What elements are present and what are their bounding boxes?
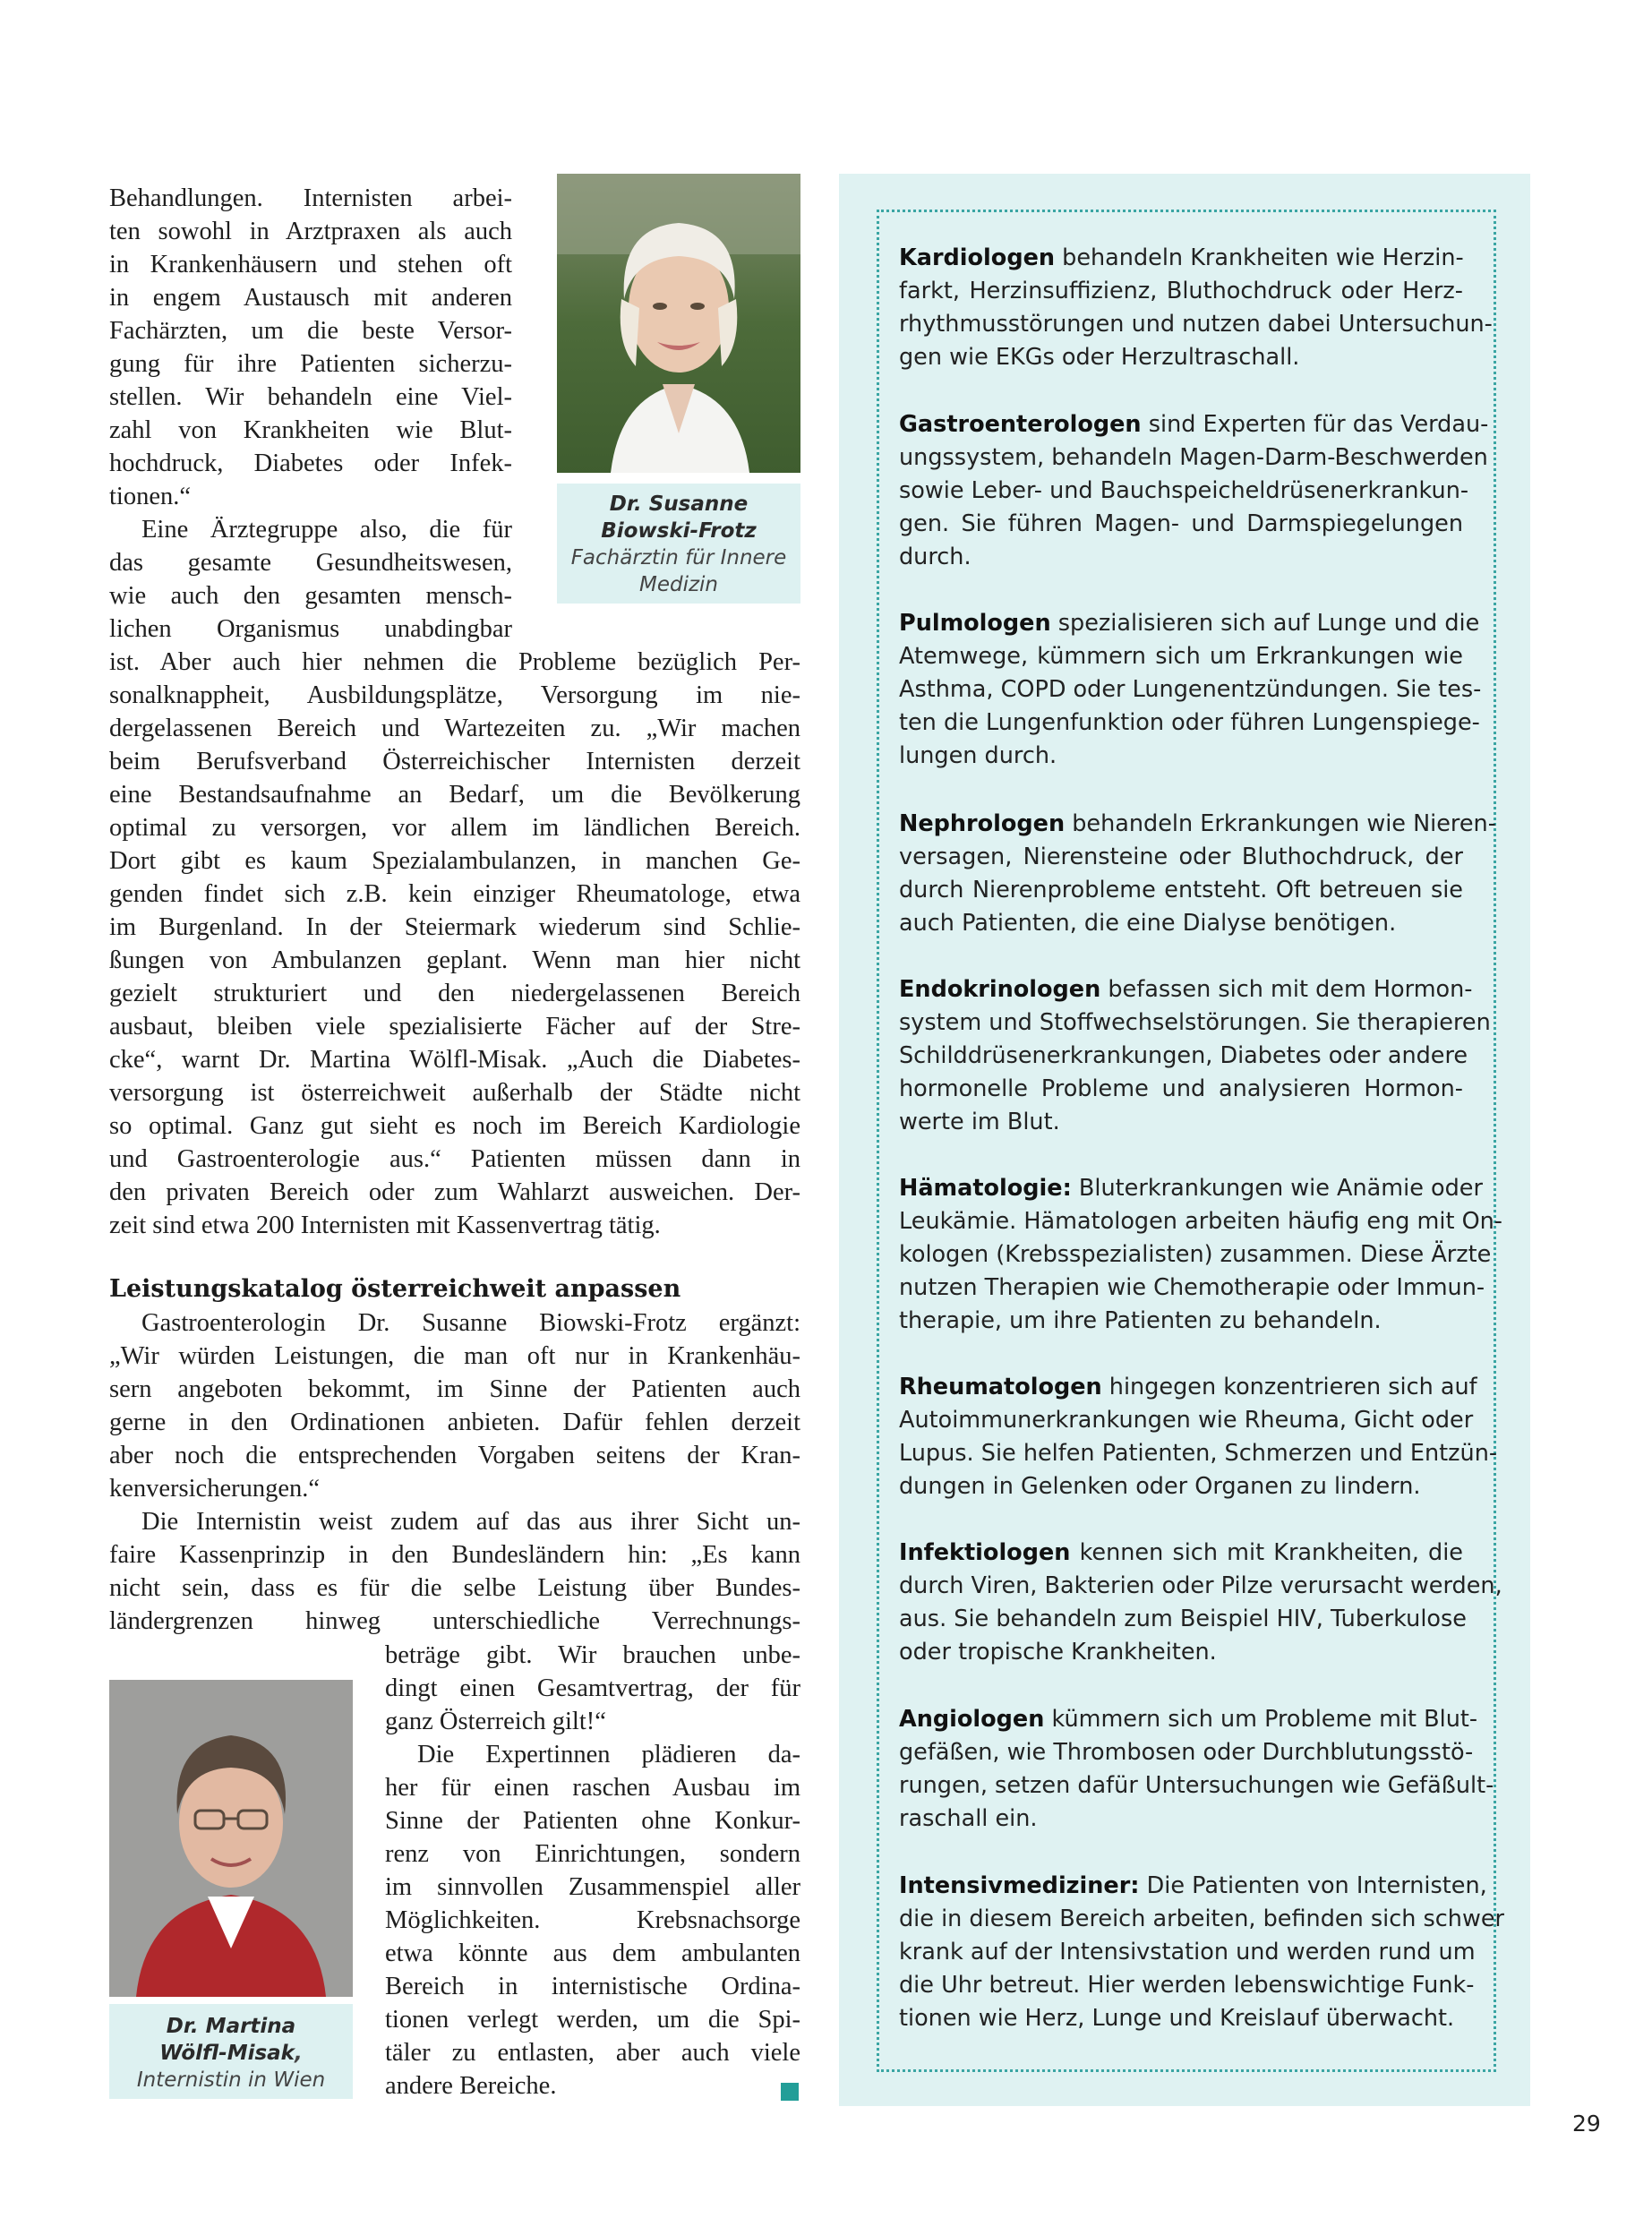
text-line: Gastroenterologin Dr. Susanne Biowski-Frotz ergänzt: <box>141 1309 800 1337</box>
text-line: sern angeboten bekommt, im Sinne der Patienten auch <box>109 1375 800 1403</box>
caption-role-line: Medizin <box>638 573 719 596</box>
entry-text: befassen sich mit dem Hormon- <box>1108 976 1473 1003</box>
entry-line: durch Viren, Bakterien oder Pilze verursacht werden, <box>899 1572 1502 1599</box>
entry-text: Bluterkrankungen wie Anämie oder <box>1078 1175 1483 1202</box>
entry-line: dungen in Gelenken oder Organen zu lindern. <box>899 1473 1421 1500</box>
text-line: gerne in den Ordinationen anbieten. Dafür fehlen derzeit <box>109 1409 800 1436</box>
entry-line <box>899 808 1496 841</box>
specialist-entry <box>899 808 1496 940</box>
entry-line <box>899 973 1473 1006</box>
entry-line: rhythmusstörungen und nutzen dabei Untersuchun- <box>899 311 1493 338</box>
text-line: nicht sein, dass es für die selbe Leistung über Bundes- <box>109 1574 800 1602</box>
text-line: zahl von Krankheiten wie Blut- <box>109 416 512 444</box>
text-line: hochdruck, Diabetes oder Infek- <box>109 450 512 477</box>
entry-text: hingegen konzentrieren sich auf <box>1108 1374 1477 1400</box>
text-line: täler zu entlasten, aber auch viele <box>385 2039 800 2067</box>
text-line: Möglichkeiten. Krebsnachsorge <box>385 1906 800 1934</box>
text-line: etwa könnte aus dem ambulanten <box>385 1940 800 1967</box>
entry-line: die Uhr betreut. Hier werden lebenswichtige Funk- <box>899 1972 1475 1999</box>
article-end-mark <box>781 2083 799 2101</box>
text-line: Behandlungen. Internisten arbei- <box>109 184 512 212</box>
page-number: 29 <box>1572 2111 1601 2137</box>
entry-text: spezialisieren sich auf Lunge und die <box>1057 610 1480 637</box>
text-line: tionen verlegt werden, um die Spi- <box>385 2006 800 2034</box>
entry-line: system und Stoffwechselstörungen. Sie therapieren <box>899 1009 1491 1036</box>
text-line: genden findet sich z.B. kein einziger Rheumatologe, etwa <box>109 880 800 908</box>
entry-line: durch. <box>899 544 972 570</box>
caption-name-line: Dr. Susanne <box>609 492 749 516</box>
entry-line <box>899 1870 1487 1903</box>
entry-text: kümmern sich um Probleme mit Blut- <box>1051 1706 1478 1733</box>
entry-line: aus. Sie behandeln zum Beispiel HIV, Tuberkulose <box>899 1606 1467 1632</box>
text-line: dingt einen Gesamtvertrag, der für <box>385 1674 800 1702</box>
entry-line <box>899 242 1463 275</box>
entry-text: behandeln Krankheiten wie Herzin- <box>1062 244 1464 271</box>
caption-woelfl-misak <box>109 2004 353 2099</box>
text-line: wie auch den gesamten mensch- <box>109 582 512 610</box>
entry-line: Asthma, COPD oder Lungenentzündungen. Sie tes- <box>899 676 1482 703</box>
caption-name-line: Dr. Martina <box>166 2015 296 2038</box>
caption-role-line: Internistin in Wien <box>136 2068 326 2092</box>
entry-line: Lupus. Sie helfen Patienten, Schmerzen und Entzün- <box>899 1440 1498 1467</box>
entry-line <box>899 408 1489 441</box>
specialist-entry <box>899 1371 1498 1503</box>
specialist-term: Infektiologen <box>899 1539 1071 1566</box>
specialist-term: Rheumatologen <box>899 1374 1102 1400</box>
entry-line: Schilddrüsenerkrankungen, Diabetes oder andere <box>899 1042 1468 1069</box>
entry-line <box>899 1537 1463 1570</box>
entry-line <box>899 607 1480 640</box>
entry-line: raschall ein. <box>899 1805 1038 1832</box>
text-line: kenversicherungen.“ <box>109 1475 321 1503</box>
text-line: ist. Aber auch hier nehmen die Probleme bezüglich Per- <box>109 648 800 676</box>
specialist-entry <box>899 607 1482 773</box>
entry-line <box>899 1172 1483 1205</box>
entry-line: sowie Leber- und Bauchspeicheldrüsenerkrankun- <box>899 477 1469 504</box>
specialist-entry <box>899 408 1489 574</box>
photo-biowski-frotz <box>557 174 800 473</box>
text-line: Bereich in internistische Ordina- <box>385 1973 800 2000</box>
specialist-term: Endokrinologen <box>899 976 1101 1003</box>
text-line: Die Expertinnen plädieren da- <box>417 1741 800 1768</box>
text-line: ausbaut, bleiben viele spezialisierte Fächer auf der Stre- <box>109 1013 800 1040</box>
specialist-entry <box>899 1870 1504 2035</box>
text-line: beim Berufsverband Österreichischer Internisten derzeit <box>109 748 800 775</box>
caption-name-suffix: , <box>294 2042 303 2065</box>
specialist-term: Nephrologen <box>899 810 1066 837</box>
entry-line: tionen wie Herz, Lunge und Kreislauf überwacht. <box>899 2005 1455 2032</box>
text-line: versorgung ist österreichweit außerhalb der Städte nicht <box>109 1079 800 1107</box>
text-line: sonalknappheit, Ausbildungsplätze, Versorgung im nie- <box>109 681 800 709</box>
text-line: das gesamte Gesundheitswesen, <box>109 549 512 577</box>
text-line: gung für ihre Patienten sicherzu- <box>109 350 512 378</box>
specialist-entry <box>899 973 1491 1139</box>
text-line: faire Kassenprinzip in den Bundesländern hin: „Es kann <box>109 1541 800 1569</box>
text-line: lichen Organismus unabdingbar <box>109 615 512 643</box>
entry-line: gen. Sie führen Magen- und Darmspiegelungen <box>899 510 1463 537</box>
text-line: Die Internistin weist zudem auf das aus ihrer Sicht un- <box>141 1508 800 1536</box>
entry-line: Atemwege, kümmern sich um Erkrankungen wie <box>899 643 1463 670</box>
text-line: ßungen von Ambulanzen geplant. Wenn man hier nicht <box>109 946 800 974</box>
specialist-entry <box>899 242 1493 374</box>
specialist-term: Intensivmediziner: <box>899 1872 1140 1899</box>
text-line: optimal zu versorgen, vor allem im ländlichen Bereich. <box>109 814 800 842</box>
entry-line: ungssystem, behandeln Magen-Darm-Beschwerden <box>899 444 1488 471</box>
entry-line: werte im Blut. <box>899 1109 1060 1135</box>
entry-line: krank auf der Intensivstation und werden rund um <box>899 1939 1476 1965</box>
entry-text: kennen sich mit Krankheiten, die <box>1079 1539 1463 1566</box>
entry-line: Leukämie. Hämatologen arbeiten häufig eng mit On- <box>899 1208 1503 1235</box>
text-line: renz von Einrichtungen, sondern <box>385 1840 800 1868</box>
text-line: cke“, warnt Dr. Martina Wölfl-Misak. „Auch die Diabetes- <box>109 1046 800 1074</box>
text-line: „Wir würden Leistungen, die man oft nur in Krankenhäu- <box>109 1342 800 1370</box>
entry-line: auch Patienten, die eine Dialyse benötigen. <box>899 910 1397 937</box>
specialist-term: Gastroenterologen <box>899 411 1142 438</box>
entry-line: hormonelle Probleme und analysieren Hormon- <box>899 1075 1463 1102</box>
text-line: andere Bereiche. <box>385 2072 557 2100</box>
entry-line: gefäßen, wie Thrombosen oder Durchblutungsstö- <box>899 1739 1474 1766</box>
specialist-entry <box>899 1537 1502 1669</box>
caption-biowski-frotz <box>557 484 800 604</box>
entry-line: nutzen Therapien wie Chemotherapie oder Immun- <box>899 1274 1485 1301</box>
text-line: in engem Austausch mit anderen <box>109 284 512 312</box>
caption-role-line: Fachärztin für Innere <box>570 546 787 569</box>
entry-text: sind Experten für das Verdau- <box>1148 411 1489 438</box>
caption-name-text: Wölfl-Misak <box>159 2042 295 2065</box>
entry-line: farkt, Herzinsuffizienz, Bluthochdruck oder Herz- <box>899 278 1463 304</box>
text-line: so optimal. Ganz gut sieht es noch im Bereich Kardiologie <box>109 1112 800 1140</box>
text-line: gezielt strukturiert und den niedergelassenen Bereich <box>109 980 800 1007</box>
text-line: beträge gibt. Wir brauchen unbe- <box>385 1641 800 1669</box>
caption-name-line: Biowski-Frotz <box>601 519 757 543</box>
text-line: den privaten Bereich oder zum Wahlarzt ausweichen. Der- <box>109 1178 800 1206</box>
entry-text: Die Patienten von Internisten, <box>1146 1872 1487 1899</box>
text-line: Fachärzten, um die beste Versor- <box>109 317 512 345</box>
portrait-image <box>557 174 800 473</box>
entry-line <box>899 1371 1477 1404</box>
entry-line: oder tropische Krankheiten. <box>899 1639 1217 1666</box>
text-line: Sinne der Patienten ohne Konkur- <box>385 1807 800 1835</box>
portrait-image <box>109 1680 353 1997</box>
text-line: in Krankenhäusern und stehen oft <box>109 251 512 278</box>
entry-line: gen wie EKGs oder Herzultraschall. <box>899 344 1300 371</box>
specialist-term: Kardiologen <box>899 244 1056 271</box>
article-subheading: Leistungskatalog österreichweit anpassen <box>109 1275 681 1303</box>
text-line: ganz Österreich gilt!“ <box>385 1708 606 1735</box>
entry-line: kologen (Krebsspezialisten) zusammen. Diese Ärzte <box>899 1241 1492 1268</box>
text-line: zeit sind etwa 200 Internisten mit Kassenvertrag tätig. <box>109 1212 661 1239</box>
text-line: aber noch die entsprechenden Vorgaben seitens der Kran- <box>109 1442 800 1469</box>
text-line: Eine Ärztegruppe also, die für <box>141 516 512 544</box>
entry-text: behandeln Erkrankungen wie Nieren- <box>1072 810 1496 837</box>
entry-line: rungen, setzen dafür Untersuchungen wie Gefäßult- <box>899 1772 1494 1799</box>
specialist-term: Pulmologen <box>899 610 1051 637</box>
text-line: her für einen raschen Ausbau im <box>385 1774 800 1802</box>
text-line: Dort gibt es kaum Spezialambulanzen, in manchen Ge- <box>109 847 800 875</box>
specialist-term: Angiologen <box>899 1706 1045 1733</box>
entry-line: lungen durch. <box>899 742 1057 769</box>
text-line: eine Bestandsaufnahme an Bedarf, um die Bevölkerung <box>109 781 800 809</box>
specialist-entry <box>899 1703 1494 1836</box>
text-line: ländergrenzen hinweg unterschiedliche Verrechnungs- <box>109 1607 800 1635</box>
photo-woelfl-misak <box>109 1680 353 1997</box>
entry-line <box>899 1703 1478 1736</box>
entry-line: versagen, Nierensteine oder Bluthochdruck, der <box>899 844 1463 870</box>
text-line: ten sowohl in Arztpraxen als auch <box>109 218 512 245</box>
text-line: dergelassenen Bereich und Wartezeiten zu. „Wir machen <box>109 715 800 742</box>
specialist-term: Hämatologie: <box>899 1175 1072 1202</box>
entry-line: Autoimmunerkrankungen wie Rheuma, Gicht oder <box>899 1407 1474 1434</box>
specialist-entry <box>899 1172 1503 1338</box>
caption-name-line <box>109 2040 353 2067</box>
entry-line: therapie, um ihre Patienten zu behandeln. <box>899 1307 1382 1334</box>
entry-line: ten die Lungenfunktion oder führen Lungenspiege- <box>899 709 1480 736</box>
text-line: stellen. Wir behandeln eine Viel- <box>109 383 512 411</box>
entry-line: durch Nierenprobleme entsteht. Oft betreuen sie <box>899 877 1463 903</box>
entry-line: die in diesem Bereich arbeiten, befinden sich schwer <box>899 1905 1504 1932</box>
text-line: tionen.“ <box>109 483 192 510</box>
text-line: und Gastroenterologie aus.“ Patienten müssen dann in <box>109 1145 800 1173</box>
text-line: im sinnvollen Zusammenspiel aller <box>385 1873 800 1901</box>
text-line: im Burgenland. In der Steiermark wiederum sind Schlie- <box>109 913 800 941</box>
